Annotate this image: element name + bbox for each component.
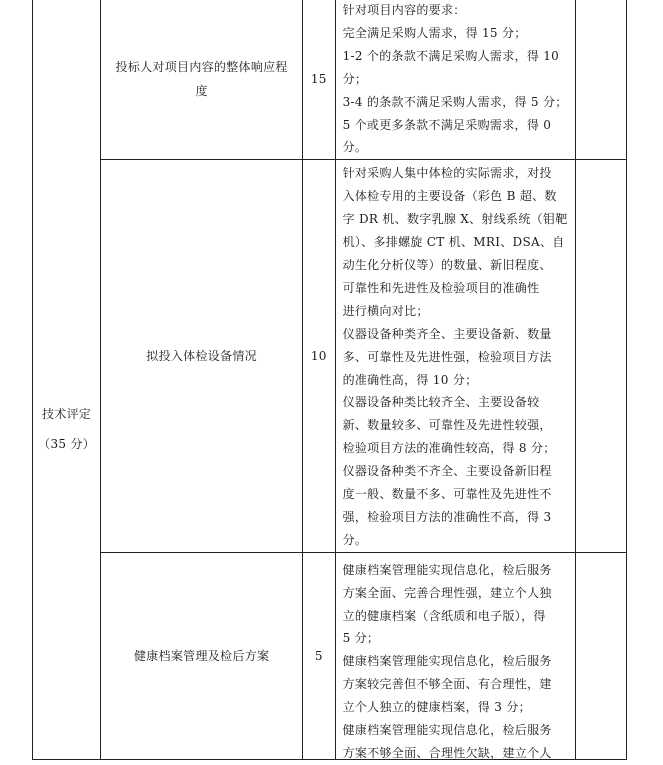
score-cell [302, 0, 335, 160]
score-cell [302, 552, 335, 759]
criteria-line: 分。 [342, 532, 368, 547]
item-label: 投标人对项目内容的整体响应程度 [115, 60, 288, 99]
score-value: 15 [310, 72, 327, 87]
category-points: （35 分） [38, 437, 96, 451]
table-row [33, 160, 627, 552]
criteria-text [336, 160, 575, 551]
criteria-line: 动生化分析仪等）的数量、新旧程度、 [342, 257, 552, 272]
criteria-line: 健康档案管理能实现信息化，检后服务 [342, 562, 552, 577]
criteria-line: 可靠性和先进性及检验项目的准确性 [342, 280, 540, 295]
score-cell [302, 160, 335, 552]
remarks-cell [576, 552, 627, 759]
criteria-line: 方案不够全面、合理性欠缺，建立个人 [342, 746, 552, 760]
criteria-line: 5 分； [342, 631, 380, 646]
criteria-line: 进行横向对比； [342, 303, 429, 318]
criteria-line: 5 个或更多条款不满足采购需求，得 0 [342, 117, 552, 132]
criteria-line: 新、数量较多、可靠性及先进性较强， [342, 418, 552, 433]
criteria-line: 1-2 个的条款不满足采购人需求，得 10 [342, 48, 560, 63]
criteria-cell [335, 0, 575, 160]
item-label: 拟投入体检设备情况 [146, 349, 257, 364]
criteria-cell [335, 552, 575, 759]
criteria-line: 针对采购人集中体检的实际需求，对投 [342, 166, 552, 181]
criteria-line: 检验项目方法的准确性较高，得 8 分； [342, 441, 556, 456]
criteria-text [336, 559, 575, 765]
criteria-line: 机）、多排螺旋 CT 机、MRI、DSA、自 [342, 235, 565, 250]
criteria-line: 方案较完善但不够全面、有合理性，建 [342, 677, 552, 692]
criteria-line: 健康档案管理能实现信息化，检后服务 [342, 654, 552, 669]
criteria-line: 健康档案管理能实现信息化，检后服务 [342, 723, 552, 738]
category-label: 技术评定 [42, 407, 92, 421]
criteria-line: 立的健康档案（含纸质和电子版），得 [342, 608, 546, 623]
criteria-line: 的准确性高，得 10 分； [342, 372, 478, 387]
category-cell [33, 0, 101, 759]
criteria-text [336, 0, 575, 159]
criteria-line: 度一般、数量不多、可靠性及先进性不 [342, 487, 552, 502]
table-row [33, 552, 627, 759]
criteria-line: 多、可靠性及先进性强，检验项目方法 [342, 349, 552, 364]
item-label: 健康档案管理及检后方案 [133, 648, 270, 663]
scoring-table [32, 0, 627, 760]
criteria-line: 强，检验项目方法的准确性不高，得 3 [342, 509, 552, 524]
remarks-cell [576, 0, 627, 160]
item-cell [101, 0, 303, 160]
criteria-line: 完全满足采购人需求，得 15 分； [342, 25, 527, 40]
criteria-line: 针对项目内容的要求： [342, 3, 466, 17]
criteria-line: 仪器设备种类比较齐全、主要设备较 [342, 395, 540, 410]
criteria-line: 字 DR 机、数字乳腺 X、射线系统（钼靶 [342, 212, 568, 227]
item-cell [101, 160, 303, 552]
item-cell [101, 552, 303, 759]
criteria-cell [335, 160, 575, 552]
score-value: 10 [310, 349, 327, 364]
criteria-line: 3-4 的条款不满足采购人需求，得 5 分； [342, 94, 568, 109]
criteria-line: 立个人独立的健康档案，得 3 分； [342, 700, 531, 715]
criteria-line: 分。 [342, 140, 368, 155]
table-row [33, 0, 627, 160]
criteria-line: 仪器设备种类不齐全、主要设备新旧程 [342, 464, 552, 479]
criteria-line: 仪器设备种类齐全、主要设备新、数量 [342, 326, 552, 341]
remarks-cell [576, 160, 627, 552]
criteria-line: 入体检专用的主要设备（彩色 B 超、数 [342, 189, 557, 204]
criteria-line: 分； [342, 71, 368, 86]
criteria-line: 方案全面、完善合理性强，建立个人独 [342, 585, 552, 600]
score-value: 5 [314, 648, 323, 663]
